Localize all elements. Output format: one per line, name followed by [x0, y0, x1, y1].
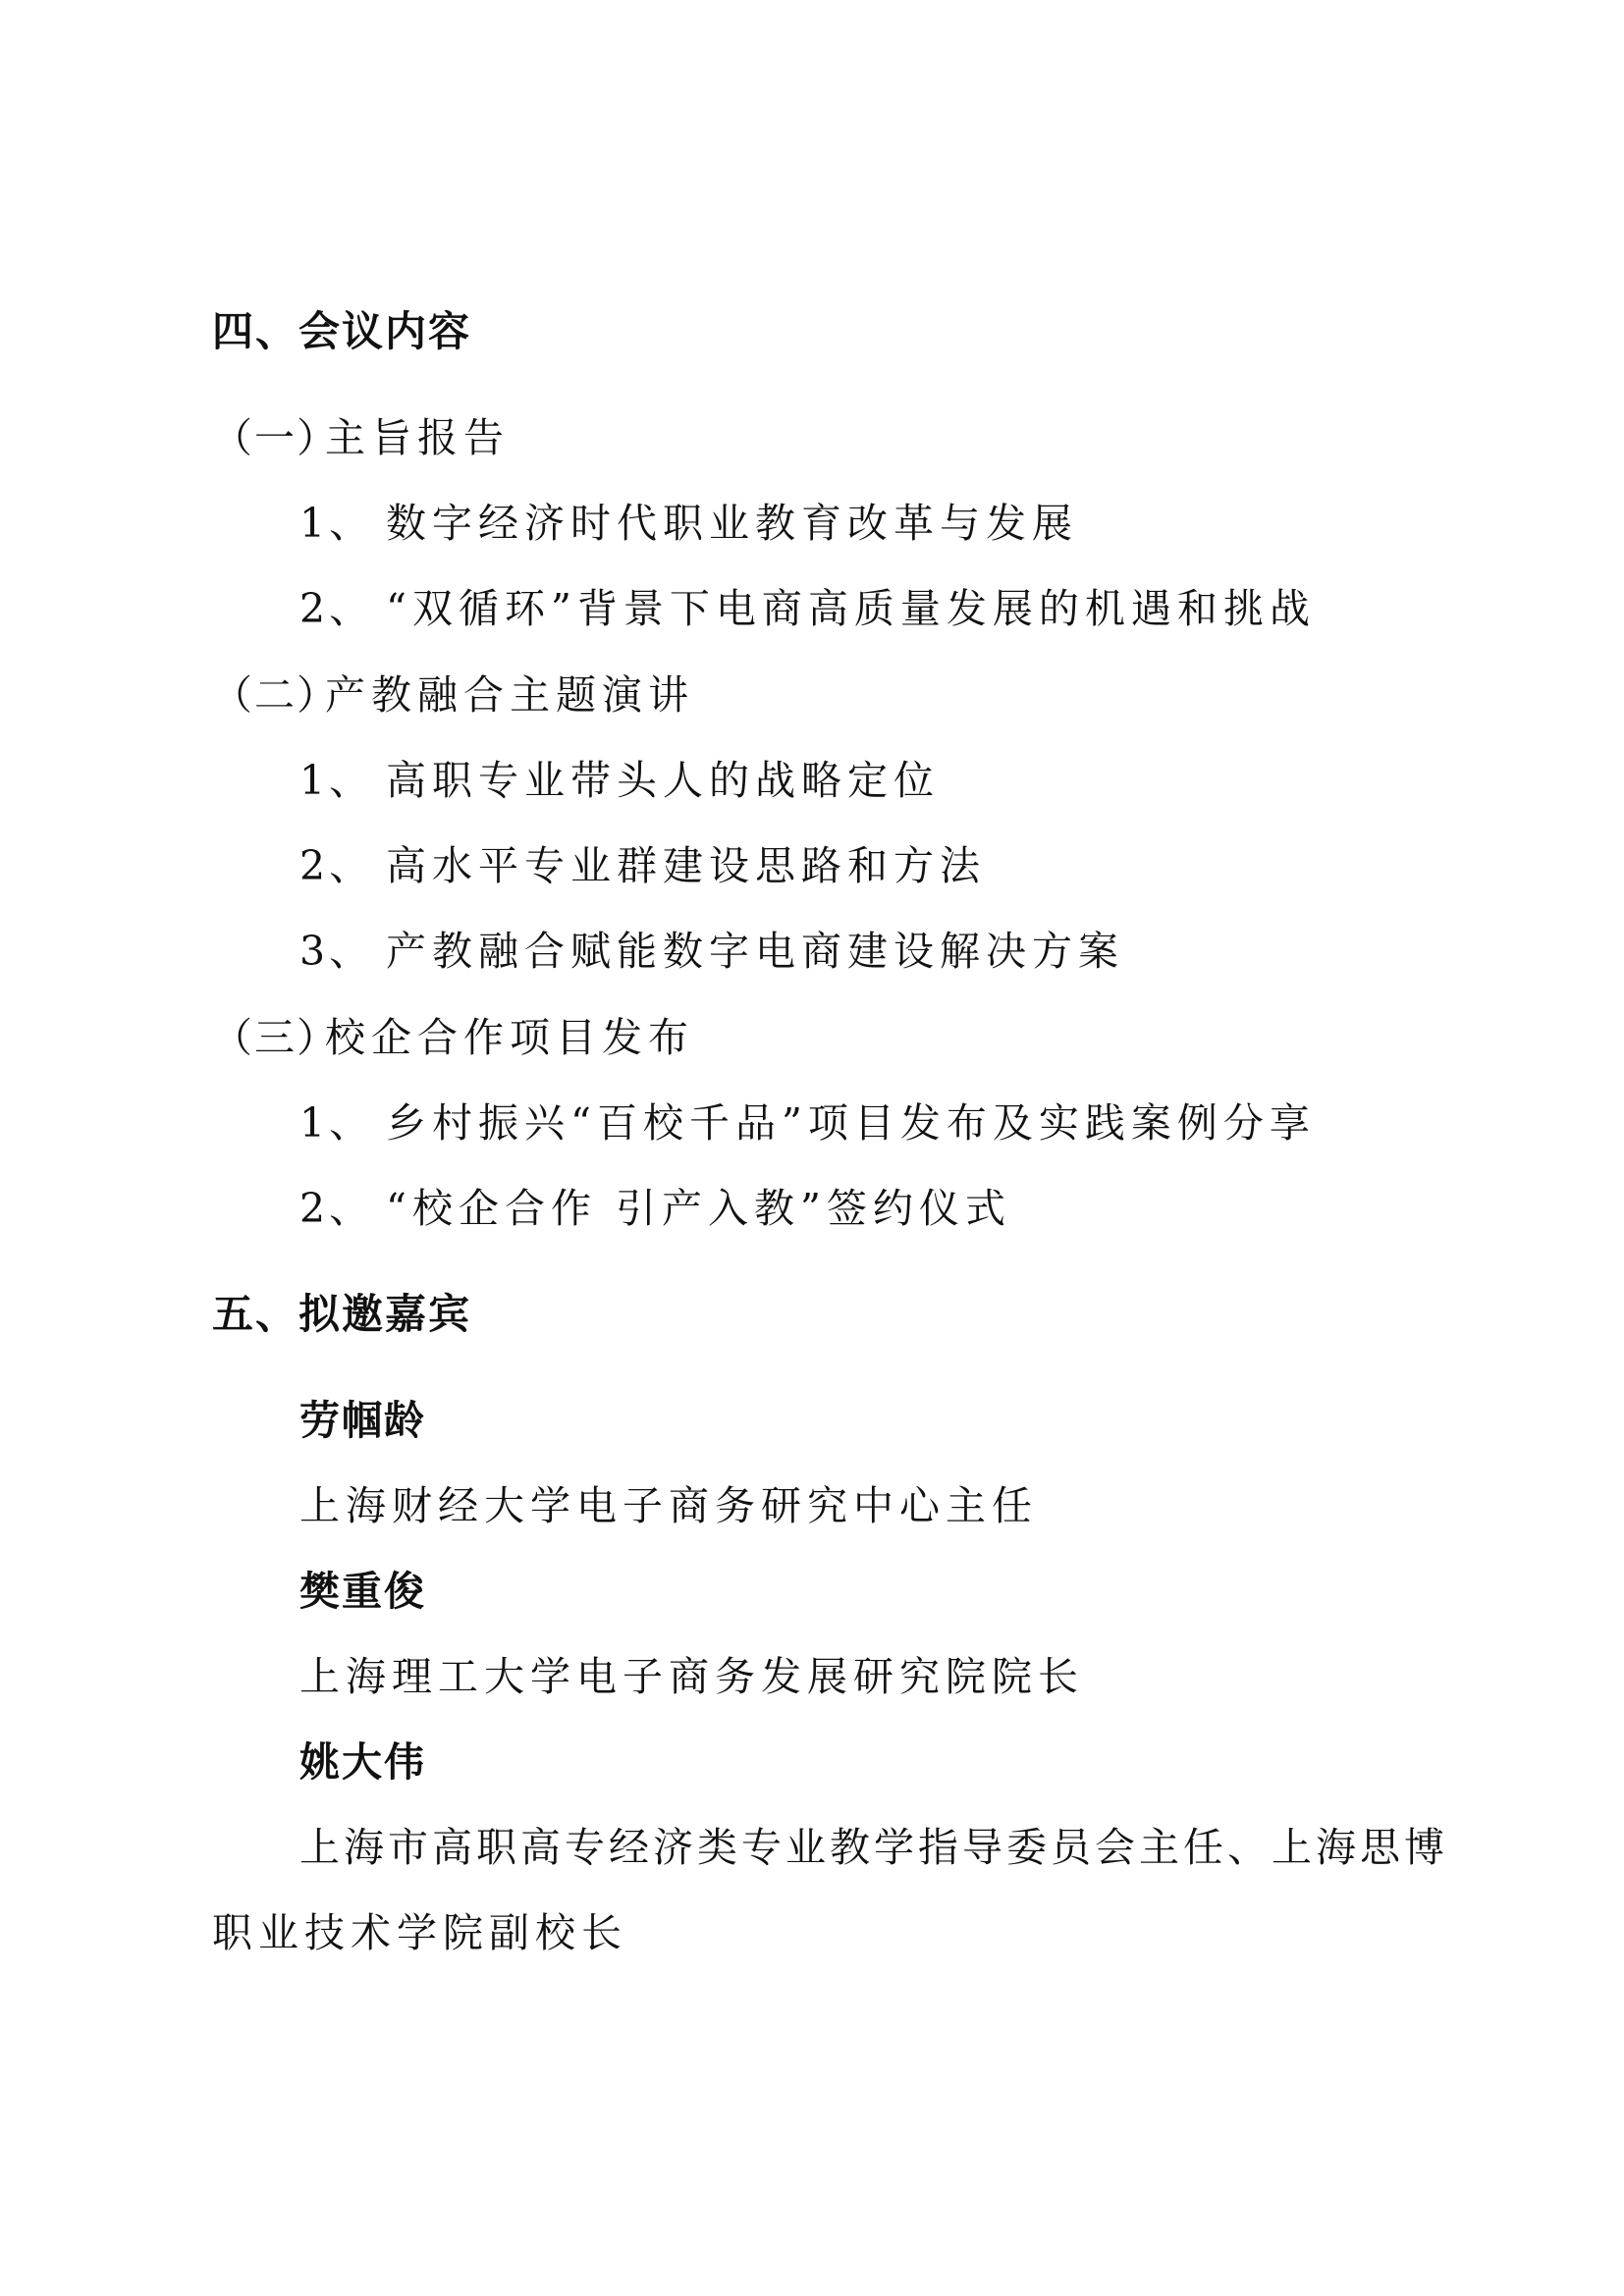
item-number: 1、: [299, 1099, 374, 1147]
group-1-header: [212, 410, 510, 465]
guest-title: 上海财经大学电子商务研究中心主任: [299, 1482, 1038, 1529]
list-item: [299, 496, 1078, 551]
group-title: 校企合作项目发布: [325, 1014, 694, 1061]
group-label: （一）: [212, 414, 339, 461]
item-text: 产教融合赋能数字电商建设解决方案: [386, 928, 1124, 975]
item-number: 1、: [299, 757, 374, 804]
item-number: 2、: [299, 585, 374, 632]
list-item: [299, 1181, 1011, 1236]
item-text: “双循环”背景下电商高质量发展的机遇和挑战: [386, 585, 1316, 632]
guest-name: 姚大伟: [299, 1738, 426, 1786]
item-number: 2、: [299, 1185, 374, 1232]
item-number: 2、: [299, 842, 374, 889]
item-number: 3、: [299, 928, 374, 975]
group-2-header: [212, 667, 694, 722]
list-item: [299, 581, 1316, 636]
item-number: 1、: [299, 500, 374, 547]
item-text: 数字经济时代职业教育改革与发展: [386, 500, 1078, 547]
guest-title: 上海理工大学电子商务发展研究院院长: [299, 1653, 1084, 1700]
section-heading-5: 五、拟邀嘉宾: [212, 1290, 472, 1338]
item-text: “校企合作 引产入教”签约仪式: [386, 1185, 1011, 1232]
group-label: （二）: [212, 671, 339, 719]
list-item: [299, 1095, 1316, 1150]
guest-name: 樊重俊: [299, 1568, 426, 1615]
list-item: [299, 753, 940, 808]
section-heading-4: 四、会议内容: [212, 307, 472, 355]
group-3-header: [212, 1010, 694, 1065]
group-title: 主旨报告: [325, 414, 510, 461]
item-text: 乡村振兴“百校千品”项目发布及实践案例分享: [386, 1099, 1316, 1147]
item-text: 高水平专业群建设思路和方法: [386, 842, 986, 889]
guest-name: 劳帼龄: [299, 1397, 426, 1444]
guest-title: 上海市高职高专经济类专业教学指导委员会主任、上海思博: [299, 1824, 1448, 1871]
group-title: 产教融合主题演讲: [325, 671, 694, 719]
group-label: （三）: [212, 1014, 339, 1061]
list-item: [299, 838, 986, 893]
list-item: [299, 924, 1124, 979]
item-text: 高职专业带头人的战略定位: [386, 757, 940, 804]
guest-title-continued: 职业技术学院副校长: [212, 1909, 627, 1956]
